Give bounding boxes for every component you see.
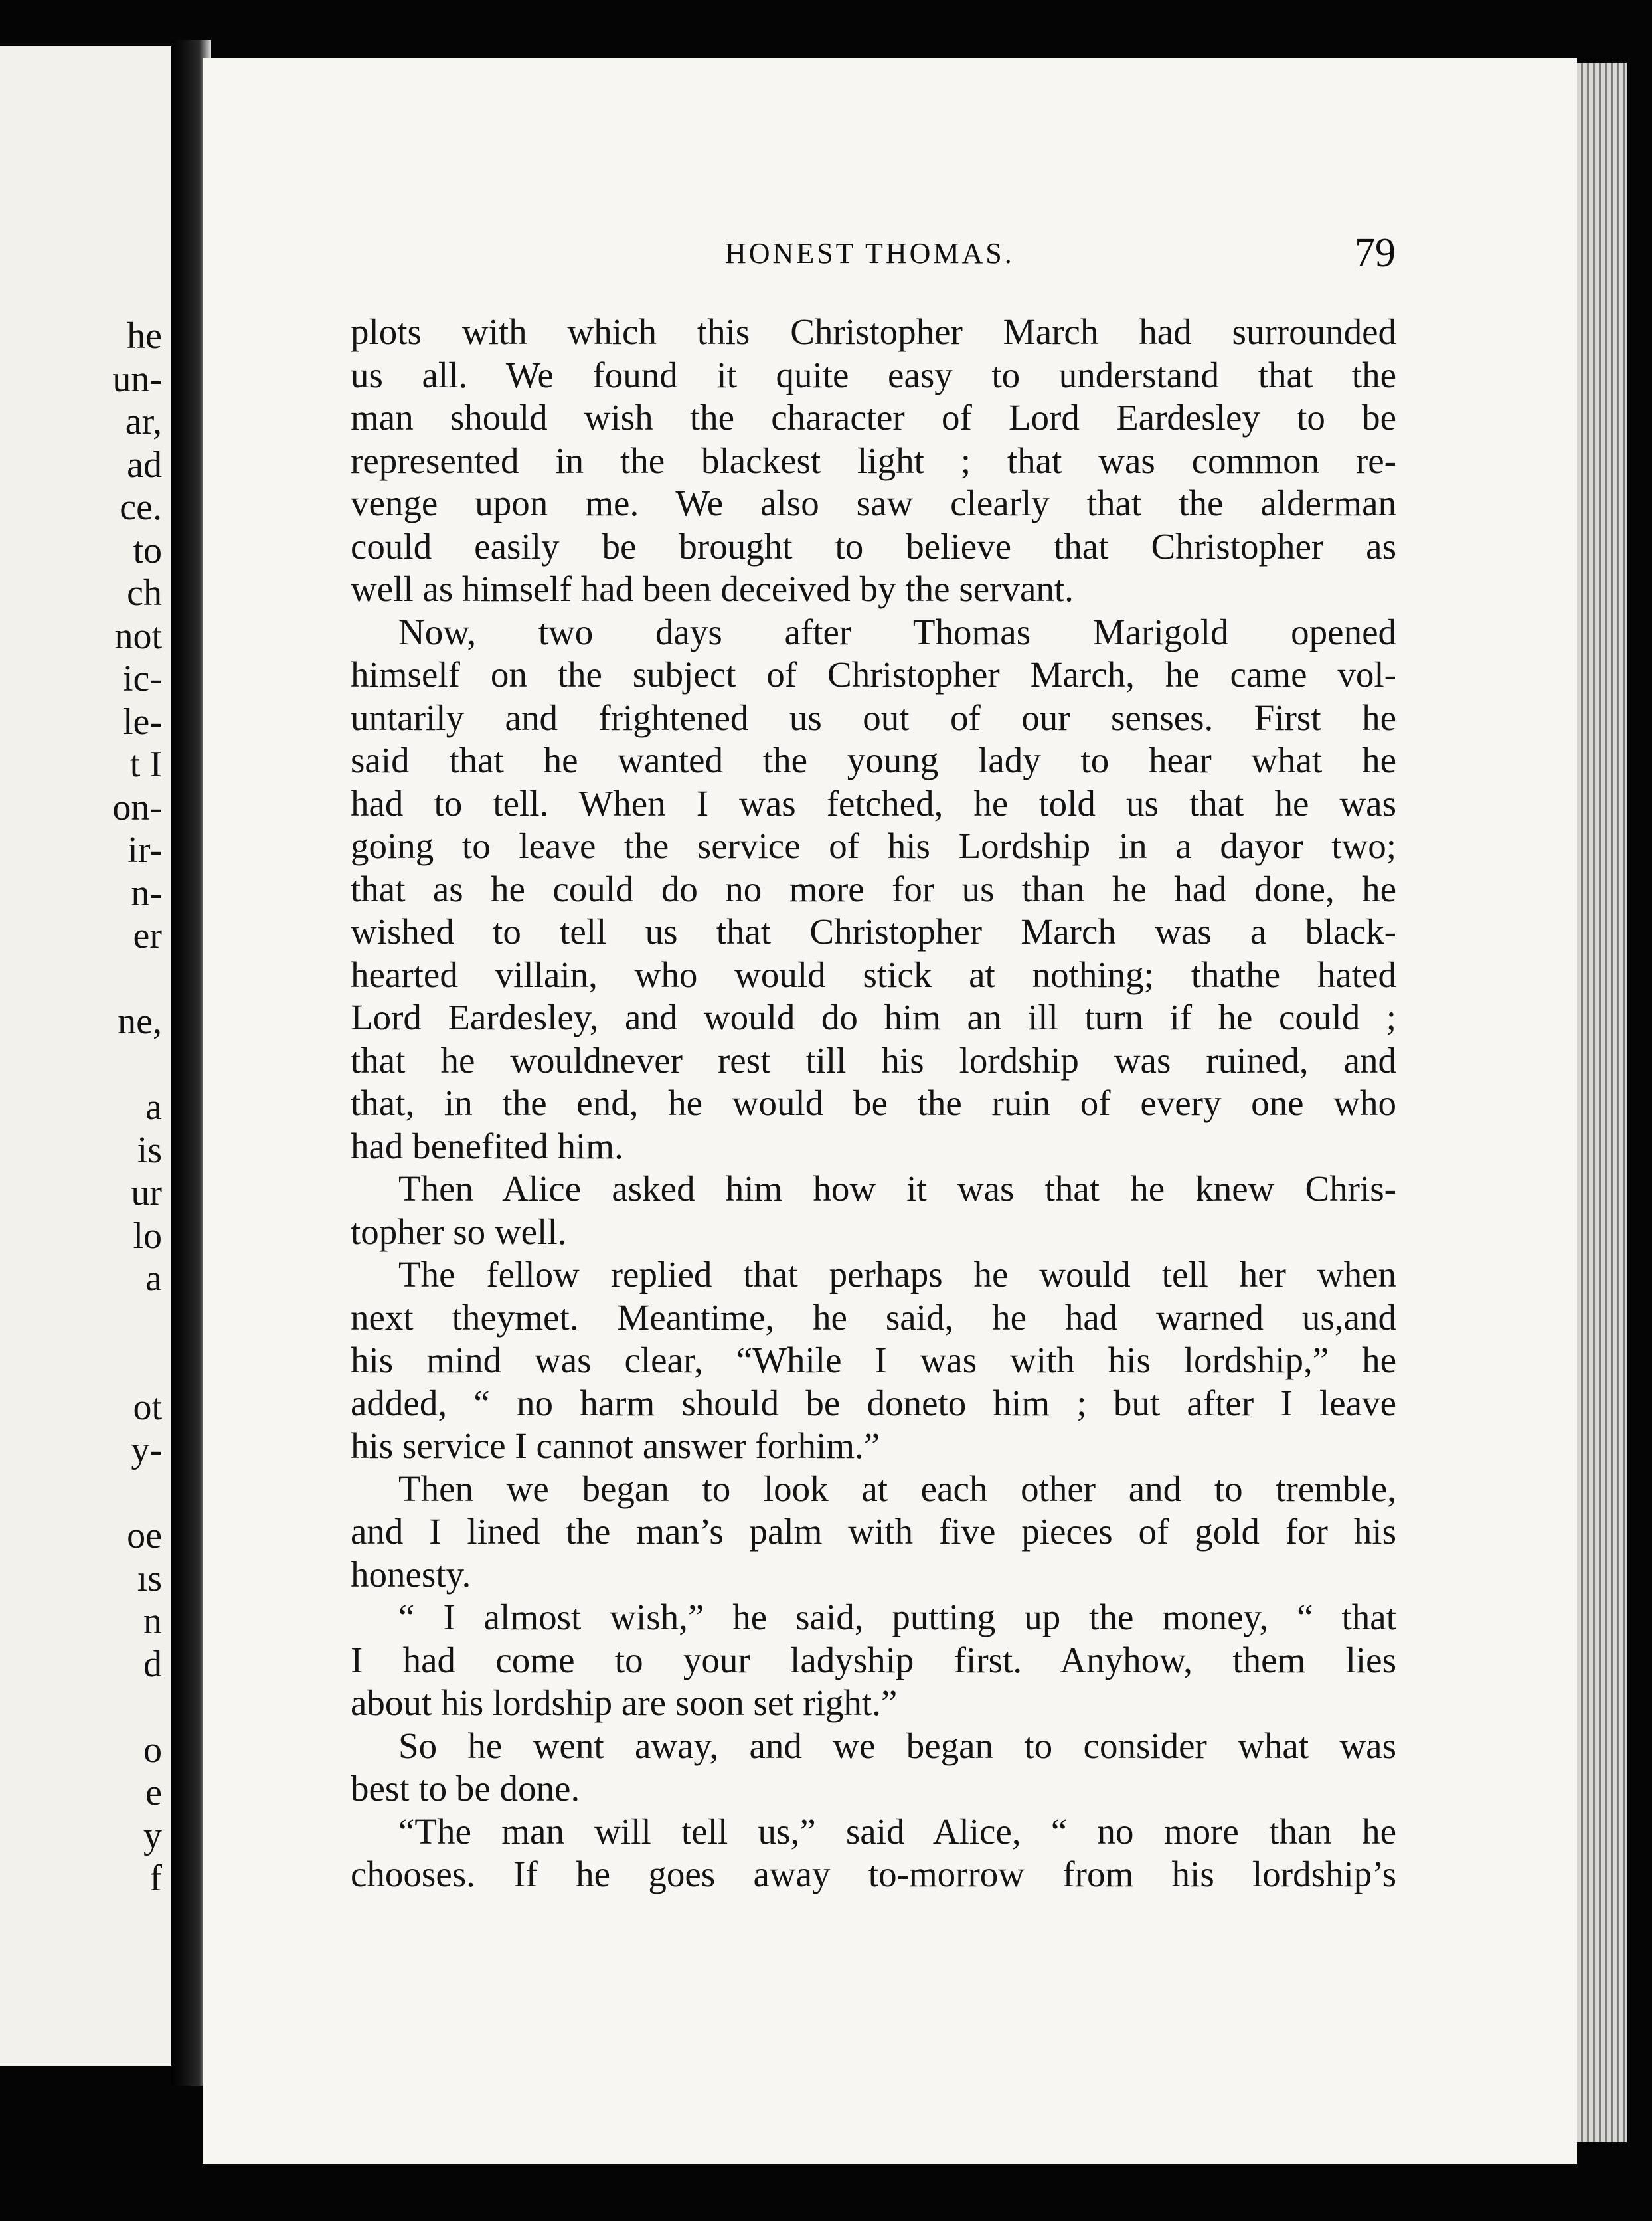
left-page-fragment: ch [127, 573, 162, 614]
left-page-fragment: ıs [137, 1557, 162, 1599]
text-line: venge upon me. We also saw clearly that the alderman [351, 483, 1396, 523]
text-line: well as himself had been deceived by the servant. [351, 569, 1074, 609]
text-line: himself on the subject of Christopher March, he came vol- [351, 654, 1396, 695]
left-page-fragment: ad [127, 444, 162, 486]
left-page-fragment: n [143, 1601, 162, 1642]
text-line: next theymet. Meantime, he said, he had warned us,and [351, 1296, 1396, 1338]
text-line: best to be done. [351, 1768, 580, 1809]
left-page-fragment: y- [131, 1429, 162, 1470]
left-page-fragment: ce. [120, 487, 162, 528]
text-line: The fellow replied that perhaps he would tell her when [398, 1254, 1396, 1294]
left-page-text-fragments [0, 46, 171, 2066]
text-line: that he wouldnever rest till his lordship was ruined, and [351, 1039, 1396, 1081]
text-line: chooses. If he goes away to-morrow from his lordship’s [351, 1854, 1396, 1894]
left-page-fragment: er [133, 915, 162, 956]
left-page-fragment: on- [112, 786, 162, 828]
body-text [351, 311, 1396, 1896]
left-page-fragment: ir- [127, 830, 162, 871]
left-page-fragment: n- [131, 872, 162, 914]
text-line: Lord Eardesley, and would do him an ill turn if he could ; [351, 997, 1396, 1037]
text-line: his mind was clear, “While I was with his lordship,” he [351, 1340, 1396, 1380]
left-page-fragment: a [145, 1087, 162, 1128]
left-page-fragment: un- [112, 358, 162, 400]
left-page-fragment: ot [133, 1386, 162, 1428]
left-page-fragment: t I [129, 744, 162, 785]
left-facing-page [0, 46, 171, 2066]
text-line: topher so well. [351, 1211, 567, 1252]
left-page-fragment: ur [131, 1172, 162, 1213]
text-line: hearted villain, who would stick at nothing; thathe hated [351, 954, 1396, 995]
left-page-fragment: is [137, 1129, 162, 1171]
left-page-fragment: oe [127, 1515, 162, 1556]
running-head-title: HONEST THOMAS. [725, 237, 1015, 270]
text-line: us all. We found it quite easy to understand that the [351, 354, 1396, 395]
left-page-fragment: lo [133, 1215, 162, 1257]
text-line: had benefited him. [351, 1125, 623, 1166]
left-page-fragment: he [127, 315, 162, 357]
left-page-fragment: d [143, 1643, 162, 1685]
text-line: represented in the blackest light ; that was common re- [351, 440, 1396, 481]
left-page-fragment: o [143, 1729, 162, 1771]
text-line: man should wish the character of Lord Eardesley to be [351, 397, 1396, 438]
text-line: and I lined the man’s palm with five pieces of gold for his [351, 1511, 1396, 1552]
text-line: said that he wanted the young lady to hear what he [351, 740, 1396, 780]
text-line: Then we began to look at each other and to tremble, [398, 1468, 1396, 1509]
text-line: Then Alice asked him how it was that he knew Chris- [398, 1168, 1396, 1209]
text-line: “The man will tell us,” said Alice, “ no more than he [398, 1811, 1396, 1852]
text-line: added, “ no harm should be doneto him ; but after I leave [351, 1382, 1396, 1423]
left-page-fragment: a [145, 1258, 162, 1299]
text-line: plots with which this Christopher March had surrounded [351, 311, 1396, 352]
text-line: honesty. [351, 1554, 471, 1595]
left-page-fragment: e [145, 1772, 162, 1813]
text-line: had to tell. When I was fetched, he told us that he was [351, 782, 1396, 824]
text-line: “ I almost wish,” he said, putting up the money, “ that [398, 1597, 1396, 1637]
text-line: So he went away, and we began to consider what was [398, 1725, 1396, 1766]
text-line: that, in the end, he would be the ruin of every one who [351, 1083, 1396, 1123]
text-line: about his lordship are soon set right.” [351, 1682, 898, 1723]
left-page-fragment: ne, [118, 1001, 162, 1042]
text-line: I had come to your ladyship first. Anyhow, them lies [351, 1639, 1396, 1680]
page-edge-stack [1577, 63, 1627, 2142]
left-page-fragment: y [143, 1815, 162, 1856]
left-page-fragment: ar, [125, 401, 162, 442]
text-line: Now, two days after Thomas Marigold opened [398, 611, 1396, 652]
text-line: going to leave the service of his Lordship in a dayor two; [351, 826, 1396, 866]
left-page-fragment: ic- [122, 658, 162, 699]
left-page-fragment: le- [122, 701, 162, 743]
text-line: wished to tell us that Christopher March was a black- [351, 911, 1396, 952]
left-page-fragment: not [114, 615, 162, 657]
left-page-fragment: f [149, 1858, 162, 1899]
page-number: 79 [1355, 230, 1396, 276]
text-line: his service I cannot answer forhim.” [351, 1425, 880, 1466]
running-head [725, 230, 1396, 283]
text-line: that as he could do no more for us than he had done, he [351, 868, 1396, 909]
left-page-fragment: to [133, 529, 162, 571]
text-line: could easily be brought to believe that Christopher as [351, 525, 1396, 567]
text-line: untarily and frightened us out of our senses. First he [351, 697, 1396, 738]
